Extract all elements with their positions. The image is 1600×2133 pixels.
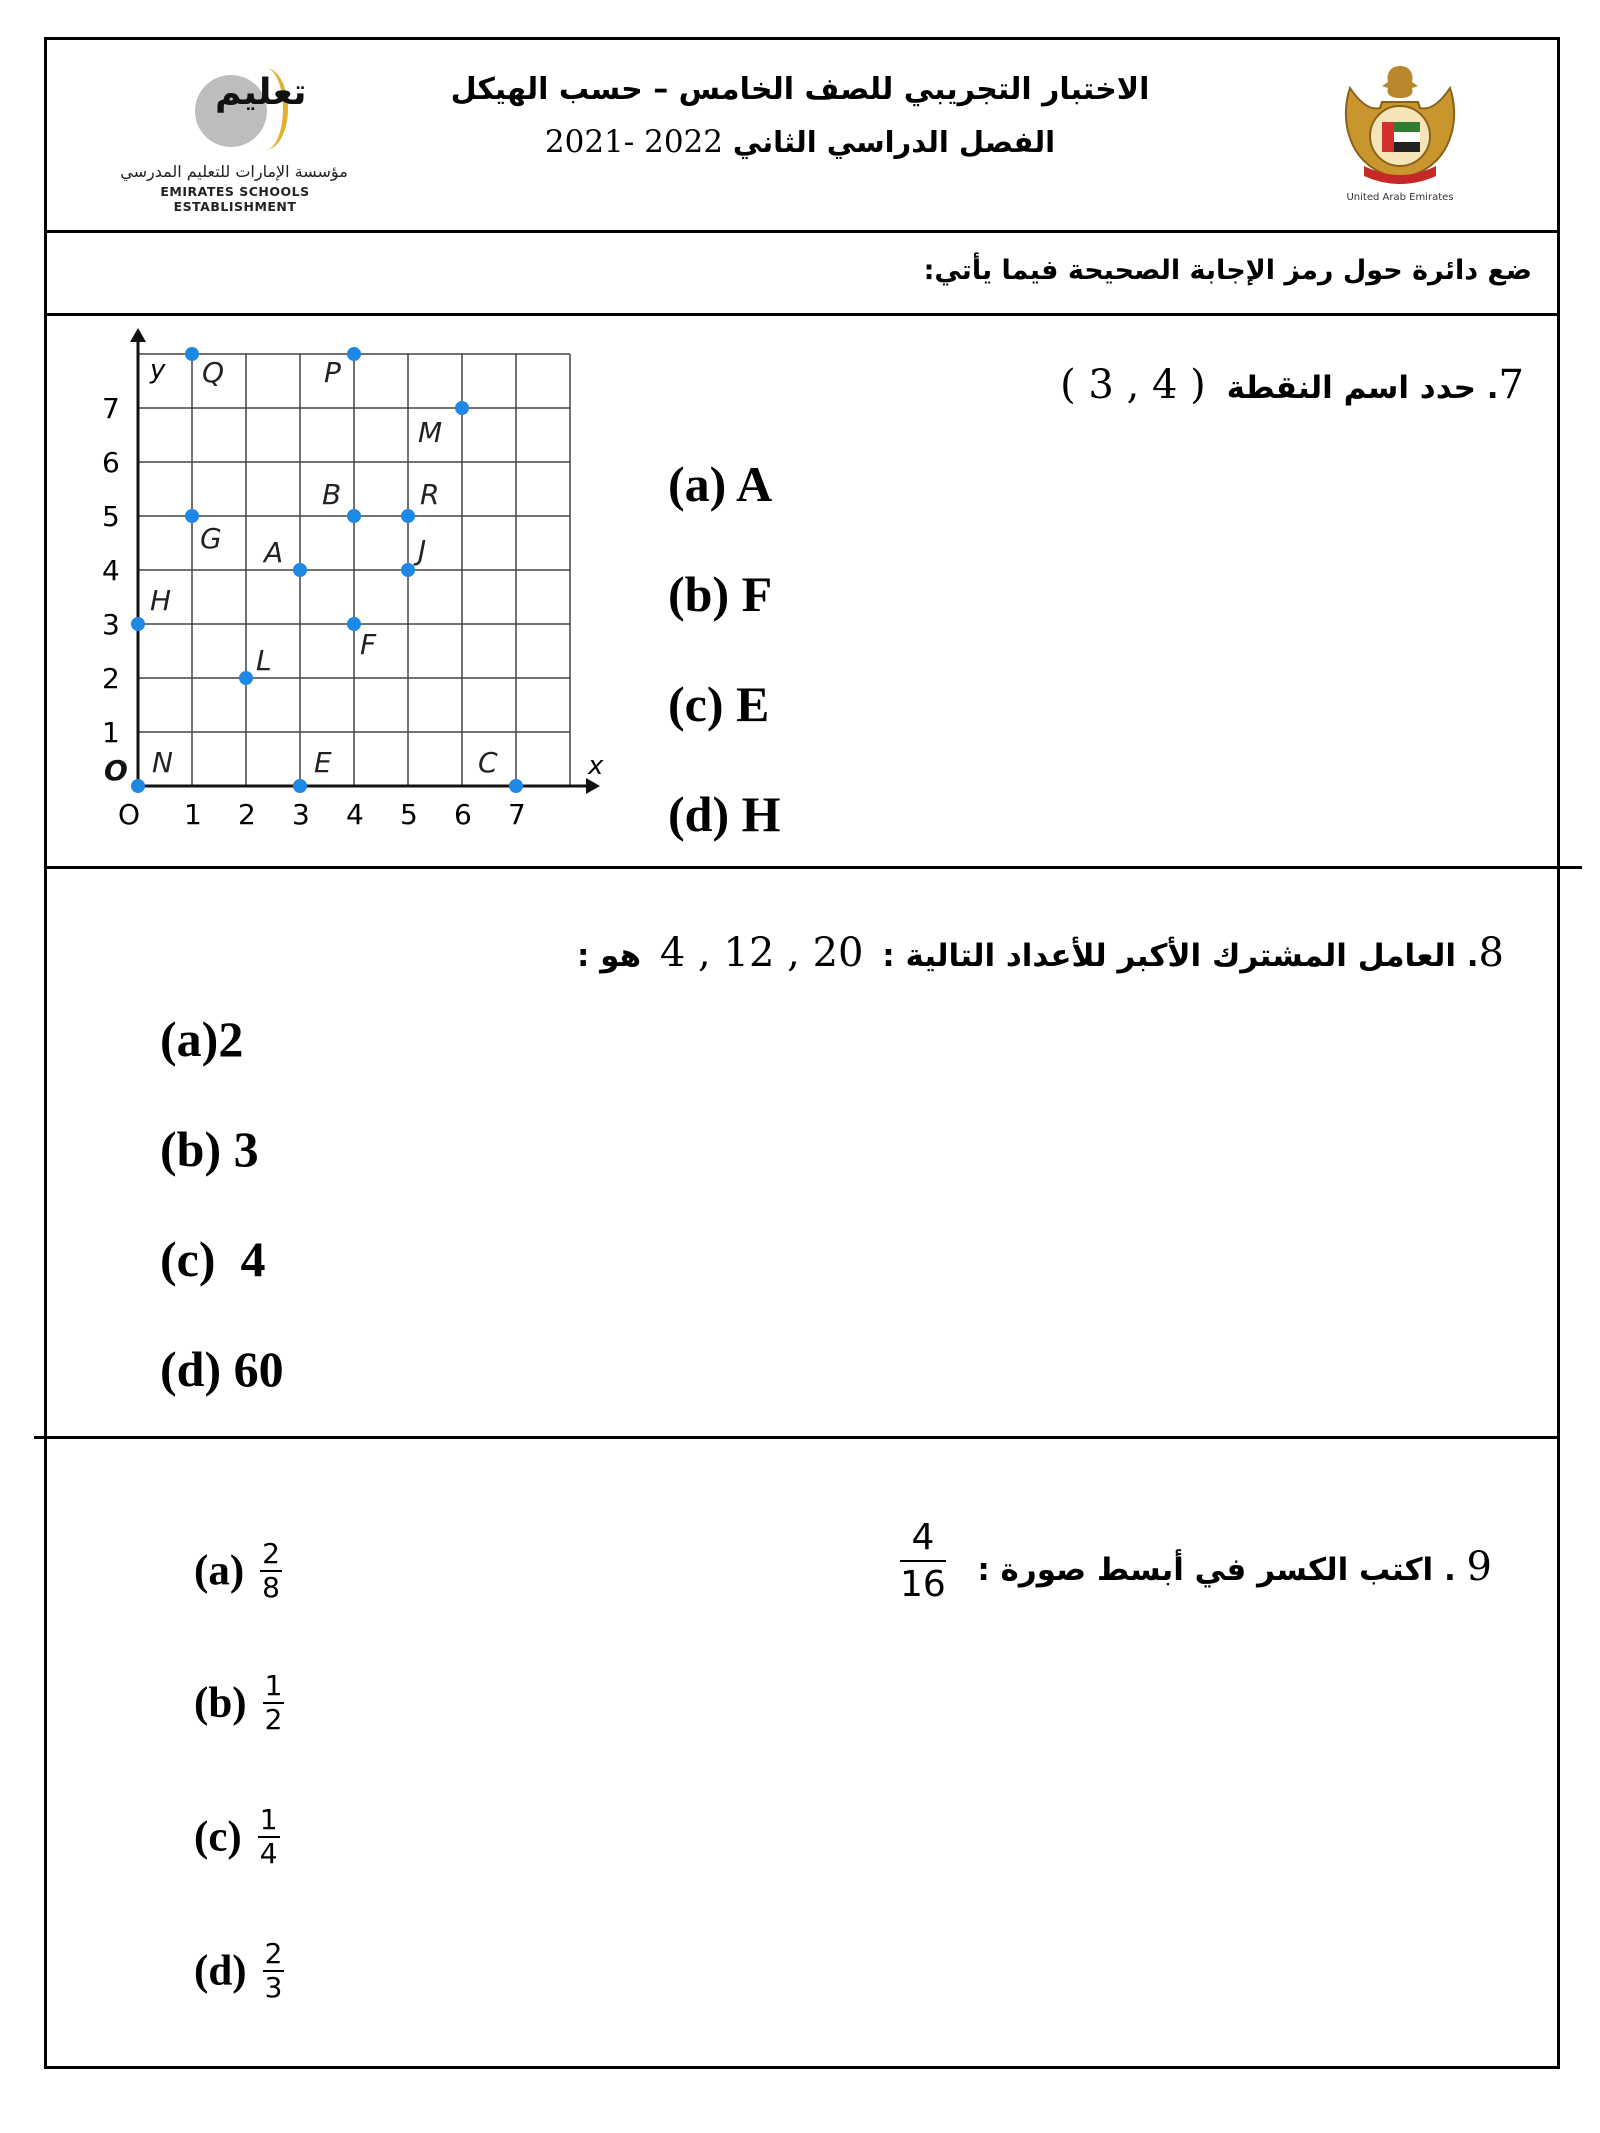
q7-option-b-label: (b)	[668, 566, 730, 622]
q7-option-c[interactable]	[668, 675, 769, 733]
q9-fraction-denominator: 16	[900, 1564, 946, 1605]
q9-option-d-denominator: 3	[264, 1971, 283, 2005]
point-e	[293, 779, 307, 793]
logo-english-name: EMIRATES SCHOOLS ESTABLISHMENT	[160, 184, 310, 214]
y-tick-label: 5	[102, 500, 120, 533]
point-o	[131, 779, 145, 793]
uae-emblem-icon	[1330, 58, 1470, 208]
q9-option-c-fraction	[258, 1804, 280, 1870]
exam-title: الاختبار التجريبي للصف الخامس – حسب الهيكل	[450, 72, 1150, 107]
q9-text: 9 . اكتب الكسر في أبسط صورة :	[977, 1544, 1492, 1590]
point-label-n: N	[152, 746, 173, 779]
point-label-r: R	[420, 478, 440, 511]
x-tick-label: 5	[400, 798, 418, 831]
q8-option-b[interactable]	[160, 1120, 259, 1178]
point-q	[185, 347, 199, 361]
uae-emblem-svg	[1330, 58, 1470, 190]
point-p	[347, 347, 361, 361]
point-label-f: F	[360, 628, 377, 661]
q8-option-d-value: 60	[233, 1341, 284, 1397]
point-label-q: Q	[202, 356, 225, 389]
q7-option-d-value: H	[741, 786, 781, 842]
q7-option-d-label: (d)	[668, 786, 730, 842]
q7-option-a[interactable]	[668, 455, 772, 513]
q7-question: حدد اسم النقطة	[1226, 370, 1476, 406]
q8-divider	[34, 1436, 1560, 1439]
taleem-logo-icon	[95, 70, 375, 214]
q7-option-c-value: E	[736, 676, 770, 732]
q9-option-c-numerator: 1	[258, 1804, 280, 1838]
q9-option-d[interactable]	[194, 1938, 284, 2004]
q8-numbers: 20 , 12 , 4	[659, 930, 864, 976]
point-label-o: O	[104, 754, 128, 787]
y-tick-label: 1	[102, 716, 120, 749]
q8-option-b-value: 3	[233, 1121, 259, 1177]
point-label-b: B	[322, 478, 342, 511]
q7-option-a-label: (a)	[668, 456, 727, 512]
q9-option-b-fraction	[263, 1670, 285, 1736]
y-axis-label: y	[150, 355, 166, 385]
semester-label: الفصل الدراسي الثاني	[732, 125, 1056, 159]
q7-text: 7. حدد اسم النقطة ( 3 , 4 )	[1060, 362, 1524, 408]
x-axis-label: x	[588, 751, 604, 781]
q7-divider	[44, 866, 1582, 869]
point-g	[185, 509, 199, 523]
q8-option-b-label: (b)	[160, 1121, 222, 1177]
q8-option-d-label: (d)	[160, 1341, 222, 1397]
q9-question: اكتب الكسر في أبسط صورة :	[977, 1552, 1434, 1588]
instruction-divider	[44, 313, 1560, 316]
q9-fraction-numerator: 4	[900, 1515, 946, 1562]
q8-option-a[interactable]	[160, 1010, 243, 1068]
q9-option-c-denominator: 4	[259, 1837, 278, 1871]
y-tick-label: 4	[102, 554, 120, 587]
q9-option-c-label: (c)	[194, 1813, 242, 1861]
q8-option-a-value: 2	[218, 1011, 244, 1067]
academic-years: 2021- 2022	[544, 124, 724, 160]
q7-option-a-value: A	[736, 456, 773, 512]
page-frame	[44, 37, 1560, 2069]
q9-option-d-fraction	[263, 1938, 285, 2004]
q9-option-a[interactable]	[194, 1538, 282, 1604]
q9-option-b[interactable]	[194, 1670, 284, 1736]
point-label-m: M	[418, 416, 443, 449]
q7-point: ( 3 , 4 )	[1060, 362, 1206, 408]
point-j	[401, 563, 415, 577]
x-tick-label: O	[118, 798, 141, 831]
q7-number: 7	[1498, 362, 1524, 408]
q9-option-a-label: (a)	[194, 1547, 245, 1595]
instruction-text: ضع دائرة حول رمز الإجابة الصحيحة فيما يأتي:	[923, 255, 1532, 286]
x-tick-label: 4	[346, 798, 364, 831]
x-tick-label: 6	[454, 798, 472, 831]
point-label-e: E	[314, 746, 332, 779]
coordinate-grid-chart	[98, 355, 604, 838]
q8-suffix: هو :	[576, 938, 642, 974]
x-tick-label: 2	[238, 798, 256, 831]
q9-option-c[interactable]	[194, 1804, 280, 1870]
y-tick-label: 2	[102, 662, 120, 695]
q9-number: 9	[1466, 1544, 1492, 1590]
q7-option-b[interactable]	[668, 565, 772, 623]
point-r	[401, 509, 415, 523]
logo-brand-text: تعليم	[215, 72, 307, 113]
q9-option-b-label: (b)	[194, 1679, 247, 1727]
q9-option-a-fraction	[260, 1538, 282, 1604]
point-label-j: J	[418, 534, 427, 567]
q7-option-d[interactable]	[668, 785, 781, 843]
q8-number: 8	[1478, 930, 1504, 976]
header-divider	[44, 230, 1560, 233]
point-a	[293, 563, 307, 577]
point-c	[509, 779, 523, 793]
q9-option-b-denominator: 2	[264, 1703, 283, 1737]
q7-option-b-value: F	[741, 566, 773, 622]
point-h	[131, 617, 145, 631]
point-l	[239, 671, 253, 685]
coordinate-grid-svg	[98, 355, 604, 838]
exam-subtitle	[440, 124, 1160, 160]
q8-option-a-label: (a)	[160, 1011, 219, 1067]
q8-option-d[interactable]	[160, 1340, 284, 1398]
point-f	[347, 617, 361, 631]
point-m	[455, 401, 469, 415]
y-tick-label: 6	[102, 446, 120, 479]
point-b	[347, 509, 361, 523]
x-tick-label: 3	[292, 798, 310, 831]
q8-question: العامل المشترك الأكبر للأعداد التالية :	[882, 938, 1456, 974]
q8-option-c-label: (c)	[160, 1231, 216, 1287]
y-tick-label: 3	[102, 608, 120, 641]
point-label-h: H	[150, 584, 172, 617]
point-label-c: C	[478, 746, 498, 779]
q8-option-c-value: 4	[240, 1231, 266, 1287]
q9-option-d-numerator: 2	[263, 1938, 285, 1972]
x-tick-label: 7	[508, 798, 526, 831]
point-label-a: A	[264, 536, 284, 569]
q9-option-d-label: (d)	[194, 1947, 247, 1995]
q9-option-b-numerator: 1	[263, 1670, 285, 1704]
q9-fraction	[900, 1515, 946, 1607]
point-label-l: L	[256, 644, 272, 677]
point-label-p: P	[324, 356, 341, 389]
emblem-caption: United Arab Emirates	[1346, 192, 1454, 203]
q7-option-c-label: (c)	[668, 676, 724, 732]
y-tick-label: 7	[102, 392, 120, 425]
x-tick-label: 1	[184, 798, 202, 831]
q9-option-a-numerator: 2	[260, 1538, 282, 1572]
logo-arabic-name: مؤسسة الإمارات للتعليم المدرسي	[120, 162, 348, 181]
q9-option-a-denominator: 8	[262, 1571, 280, 1605]
q8-option-c[interactable]	[160, 1230, 266, 1288]
point-label-g: G	[200, 522, 222, 555]
q8-text: 8. العامل المشترك الأكبر للأعداد التالية : 20 , 12 , 4 هو :	[576, 930, 1504, 976]
